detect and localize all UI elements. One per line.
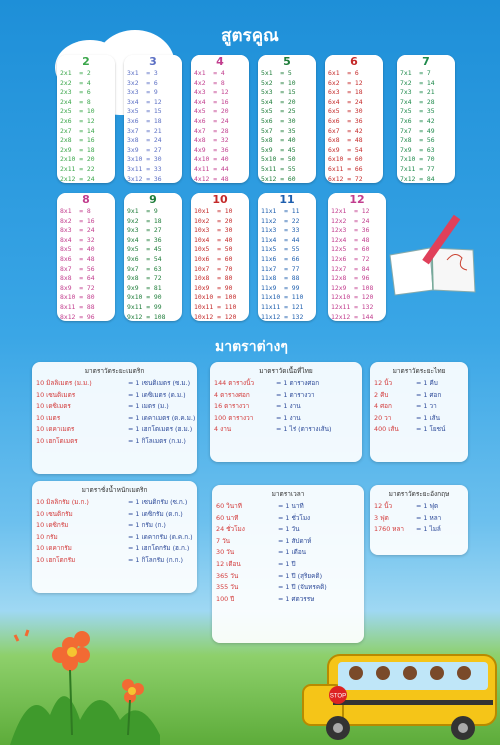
measure-right: = 1 ตารางวา bbox=[276, 390, 315, 399]
page-title: สูตรคูณ bbox=[221, 26, 279, 46]
measure-row bbox=[212, 571, 364, 583]
table-row: 9x2 = 18 bbox=[127, 216, 162, 225]
measure-right: = 1 ปี bbox=[278, 559, 296, 568]
measure-left: 365 วัน bbox=[216, 571, 239, 580]
table-row: 6x12 = 72 bbox=[328, 174, 363, 183]
table-row: 9x4 = 36 bbox=[127, 235, 162, 244]
measure-right: = 1 ชั่วโมง bbox=[278, 513, 311, 522]
measure-right: = 1 หลา bbox=[416, 513, 442, 522]
measure-right: = 1 ตารางศอก bbox=[276, 379, 320, 387]
table-row: 7x10 = 70 bbox=[400, 155, 435, 164]
table-row: 7x6 = 42 bbox=[400, 116, 435, 125]
table-row: 9x1 = 9 bbox=[127, 207, 158, 215]
table-row: 8x6 = 48 bbox=[60, 254, 95, 263]
table-row: 12x12 = 144 bbox=[331, 312, 374, 321]
measure-left: 10 เซนติกรัม bbox=[36, 509, 73, 518]
table-row: 11x9 = 99 bbox=[261, 283, 300, 292]
table-row: 12x3 = 36 bbox=[331, 226, 370, 235]
table-row: 10x12 = 120 bbox=[194, 312, 237, 321]
measure-right: = 1 วัน bbox=[278, 525, 300, 534]
measure-left: 30 วัน bbox=[216, 548, 235, 557]
table-row: 3x4 = 12 bbox=[127, 97, 162, 106]
table-row: 4x5 = 20 bbox=[194, 107, 229, 116]
table-row: 3x2 = 6 bbox=[127, 78, 158, 87]
table-row: 12x5 = 60 bbox=[331, 245, 370, 254]
table-card-4 bbox=[191, 55, 249, 183]
table-row: 5x3 = 15 bbox=[261, 88, 296, 97]
table-row: 2x12 = 24 bbox=[60, 174, 95, 183]
measure-right: = 1 เซนติเมตร (ซ.ม.) bbox=[128, 379, 191, 387]
measure-right: = 1 เฮกโตกรัม (ฮ.ก.) bbox=[128, 544, 190, 553]
table-row: 12x2 = 24 bbox=[331, 216, 370, 225]
table-row: 8x12 = 96 bbox=[60, 312, 95, 321]
table-row: 8x1 = 8 bbox=[60, 207, 91, 215]
table-row: 2x5 = 10 bbox=[60, 107, 95, 116]
table-row: 9x3 = 27 bbox=[127, 226, 162, 235]
measure-right: = 1 งาน bbox=[276, 413, 301, 422]
table-row: 5x6 = 30 bbox=[261, 116, 296, 125]
table-row: 3x7 = 21 bbox=[127, 126, 162, 135]
table-row: 7x4 = 28 bbox=[400, 97, 435, 106]
measure-left: 7 วัน bbox=[216, 536, 231, 545]
table-row: 10x5 = 50 bbox=[194, 245, 233, 254]
table-row: 8x2 = 16 bbox=[60, 216, 95, 225]
measure-right: = 1 ฟุต bbox=[416, 502, 439, 510]
measure-right: = 1 เดือน bbox=[278, 548, 307, 557]
table-number: 9 bbox=[124, 193, 182, 207]
table-row: 6x9 = 54 bbox=[328, 145, 363, 154]
table-row: 6x8 = 48 bbox=[328, 136, 363, 145]
table-row: 10x6 = 60 bbox=[194, 254, 233, 263]
measure-right: = 1 ปี (สุริยคติ) bbox=[278, 571, 323, 580]
table-number: 10 bbox=[191, 193, 249, 207]
measure-title: มาตราวัดระยะอังกฤษ bbox=[388, 490, 450, 498]
measure-row bbox=[212, 547, 364, 559]
section-title: มาตราต่างๆ bbox=[215, 339, 288, 355]
measure-left: 12 เดือน bbox=[216, 559, 241, 568]
table-row: 11x5 = 55 bbox=[261, 245, 300, 254]
table-row: 12x8 = 96 bbox=[331, 274, 370, 283]
table-row: 3x5 = 15 bbox=[127, 107, 162, 116]
measure-right: = 1 งาน bbox=[276, 402, 301, 411]
table-row: 6x11 = 66 bbox=[328, 164, 363, 173]
measure-right: = 1 สัปดาห์ bbox=[278, 536, 312, 545]
measure-left: 144 ตารางนิ้ว bbox=[214, 379, 255, 387]
measure-left: 400 เส้น bbox=[374, 425, 399, 434]
measure-left: 60 นาที bbox=[216, 513, 239, 522]
table-card-7 bbox=[397, 55, 455, 183]
table-row: 6x10 = 60 bbox=[328, 155, 363, 164]
table-row: 9x6 = 54 bbox=[127, 254, 162, 263]
table-number: 8 bbox=[57, 193, 115, 207]
table-row: 5x12 = 60 bbox=[261, 174, 296, 183]
table-row: 10x8 = 80 bbox=[194, 274, 233, 283]
measure-left: 10 เดคากรัม bbox=[36, 544, 72, 553]
table-row: 5x9 = 45 bbox=[261, 145, 296, 154]
measure-row bbox=[32, 436, 197, 448]
table-row: 2x1 = 2 bbox=[60, 69, 91, 77]
measure-row bbox=[370, 401, 468, 413]
measure-box bbox=[32, 362, 197, 474]
table-row: 9x8 = 72 bbox=[127, 274, 162, 283]
measure-title: มาตราวัดระยะเมตริก bbox=[84, 367, 145, 375]
measure-left: 10 เดซิกรัม bbox=[36, 521, 69, 530]
measure-left: 1760 หลา bbox=[374, 525, 405, 534]
measure-left: 12 นิ้ว bbox=[374, 379, 393, 387]
table-row: 7x3 = 21 bbox=[400, 88, 435, 97]
table-row: 12x7 = 84 bbox=[331, 264, 370, 273]
measure-box bbox=[210, 362, 362, 462]
measure-left: 60 วินาที bbox=[216, 502, 242, 510]
table-row: 4x11 = 44 bbox=[194, 164, 229, 173]
measure-left: 20 วา bbox=[374, 413, 392, 422]
table-card-9 bbox=[124, 193, 182, 321]
measure-row bbox=[32, 555, 197, 567]
measure-title: มาตราชั่งน้ำหนักเมตริก bbox=[81, 486, 148, 494]
table-row: 6x7 = 42 bbox=[328, 126, 363, 135]
table-row: 2x7 = 14 bbox=[60, 126, 95, 135]
measure-left: 4 ศอก bbox=[374, 402, 392, 411]
table-row: 3x8 = 24 bbox=[127, 136, 162, 145]
measure-right: = 1 กิโลกรัม (ก.ก.) bbox=[128, 555, 184, 564]
table-row: 10x4 = 40 bbox=[194, 235, 233, 244]
measure-row bbox=[32, 401, 197, 413]
table-row: 4x9 = 36 bbox=[194, 145, 229, 154]
table-row: 4x1 = 4 bbox=[194, 69, 225, 77]
table-row: 8x9 = 72 bbox=[60, 283, 95, 292]
table-row: 6x5 = 30 bbox=[328, 107, 363, 116]
measure-right: = 1 เดคากรัม (ด.ค.ก.) bbox=[128, 532, 193, 541]
table-row: 8x11 = 88 bbox=[60, 302, 95, 311]
measure-row bbox=[212, 524, 364, 536]
measure-left: 2 คืบ bbox=[374, 390, 389, 399]
table-number: 11 bbox=[258, 193, 316, 207]
measure-right: = 1 เฮกโตเมตร (ฮ.ม.) bbox=[128, 425, 193, 434]
measure-right: = 1 เมตร (ม.) bbox=[128, 402, 169, 411]
measure-row bbox=[210, 424, 362, 436]
table-row: 7x7 = 49 bbox=[400, 126, 435, 135]
table-row: 3x6 = 18 bbox=[127, 116, 162, 125]
table-row: 8x7 = 56 bbox=[60, 264, 95, 273]
measure-right: = 1 ไมล์ bbox=[416, 525, 441, 534]
table-row: 10x10 = 100 bbox=[194, 293, 237, 302]
table-row: 10x9 = 90 bbox=[194, 283, 233, 292]
book-pencil-illustration bbox=[385, 210, 485, 300]
measure-row bbox=[32, 497, 197, 509]
measure-left: 355 วัน bbox=[216, 583, 239, 592]
table-row: 4x2 = 8 bbox=[194, 78, 225, 87]
table-row: 4x3 = 12 bbox=[194, 88, 229, 97]
table-row: 2x10 = 20 bbox=[60, 155, 95, 164]
table-row: 12x1 = 12 bbox=[331, 207, 370, 215]
measure-right: = 1 นาที bbox=[278, 502, 304, 510]
measure-right: = 1 เดซิเมตร (ด.ม.) bbox=[128, 390, 186, 399]
measure-title: มาตราเวลา bbox=[271, 490, 305, 498]
measure-row bbox=[32, 532, 197, 544]
measure-right: = 1 เดคาเมตร (ด.ค.ม.) bbox=[128, 413, 196, 422]
flower-illustration bbox=[10, 625, 180, 745]
table-row: 9x9 = 81 bbox=[127, 283, 162, 292]
table-row: 11x7 = 77 bbox=[261, 264, 300, 273]
table-number: 12 bbox=[328, 193, 386, 207]
measure-left: 12 นิ้ว bbox=[374, 502, 393, 510]
table-row: 11x3 = 33 bbox=[261, 226, 300, 235]
table-row: 7x5 = 35 bbox=[400, 107, 435, 116]
table-row: 10x7 = 70 bbox=[194, 264, 233, 273]
table-number: 7 bbox=[397, 55, 455, 69]
table-row: 8x3 = 24 bbox=[60, 226, 95, 235]
measure-row bbox=[210, 401, 362, 413]
table-row: 8x4 = 32 bbox=[60, 235, 95, 244]
table-card-10 bbox=[191, 193, 249, 321]
table-row: 7x9 = 63 bbox=[400, 145, 435, 154]
measure-left: 10 มิลลิกรัม (ม.ก.) bbox=[36, 498, 89, 506]
table-row: 3x1 = 3 bbox=[127, 69, 158, 77]
table-row: 11x2 = 22 bbox=[261, 216, 300, 225]
measure-row bbox=[32, 413, 197, 425]
measure-right: = 1 ปี (จันทรคติ) bbox=[278, 583, 327, 592]
table-row: 8x5 = 40 bbox=[60, 245, 95, 254]
measure-left: 10 เดซิเมตร bbox=[36, 402, 71, 411]
table-number: 4 bbox=[191, 55, 249, 69]
table-row: 10x2 = 20 bbox=[194, 216, 233, 225]
measure-row bbox=[210, 413, 362, 425]
measure-title: มาตราวัดระยะไทย bbox=[392, 367, 446, 375]
table-row: 2x3 = 6 bbox=[60, 88, 91, 97]
table-number: 3 bbox=[124, 55, 182, 69]
table-row: 6x2 = 12 bbox=[328, 78, 363, 87]
table-row: 4x10 = 40 bbox=[194, 155, 229, 164]
table-row: 2x2 = 4 bbox=[60, 78, 91, 87]
measure-row bbox=[370, 501, 468, 513]
table-row: 7x12 = 84 bbox=[400, 174, 435, 183]
table-row: 11x12 = 132 bbox=[261, 312, 304, 321]
measure-row bbox=[370, 513, 468, 525]
table-row: 10x3 = 30 bbox=[194, 226, 233, 235]
table-row: 6x1 = 6 bbox=[328, 69, 359, 77]
measure-row bbox=[32, 390, 197, 402]
measure-right: = 1 ศตวรรษ bbox=[278, 594, 315, 603]
measure-left: 10 เฮกโตเมตร bbox=[36, 436, 78, 445]
measure-right: = 1 เซนติกรัม (ซ.ก.) bbox=[128, 498, 188, 506]
table-row: 11x8 = 88 bbox=[261, 274, 300, 283]
table-row: 12x10 = 120 bbox=[331, 293, 374, 302]
table-row: 8x10 = 80 bbox=[60, 293, 95, 302]
table-card-3 bbox=[124, 55, 182, 183]
table-row: 3x3 = 9 bbox=[127, 88, 158, 97]
measure-right: = 1 ศอก bbox=[416, 390, 442, 399]
measure-left: 4 งาน bbox=[214, 425, 232, 434]
table-row: 3x10 = 30 bbox=[127, 155, 162, 164]
table-row: 3x9 = 27 bbox=[127, 145, 162, 154]
table-row: 2x4 = 8 bbox=[60, 97, 91, 106]
table-row: 11x11 = 121 bbox=[261, 302, 304, 311]
table-card-8 bbox=[57, 193, 115, 321]
measure-row bbox=[210, 378, 362, 390]
table-row: 11x4 = 44 bbox=[261, 235, 300, 244]
table-row: 2x11 = 22 bbox=[60, 164, 95, 173]
table-row: 2x9 = 18 bbox=[60, 145, 95, 154]
measure-right: = 1 คืบ bbox=[416, 379, 438, 387]
table-row: 7x2 = 14 bbox=[400, 78, 435, 87]
table-row: 2x8 = 16 bbox=[60, 136, 95, 145]
measure-box bbox=[370, 362, 468, 462]
measure-row bbox=[212, 513, 364, 525]
table-row: 12x6 = 72 bbox=[331, 254, 370, 263]
measure-row bbox=[370, 424, 468, 436]
measure-left: 100 ปี bbox=[216, 594, 235, 603]
measure-left: 10 เฮกโตกรัม bbox=[36, 555, 76, 564]
table-row: 4x12 = 48 bbox=[194, 174, 229, 183]
table-row: 11x6 = 66 bbox=[261, 254, 300, 263]
table-row: 5x7 = 35 bbox=[261, 126, 296, 135]
measure-row bbox=[370, 390, 468, 402]
table-card-12 bbox=[328, 193, 386, 321]
table-row: 4x4 = 16 bbox=[194, 97, 229, 106]
table-card-6 bbox=[325, 55, 383, 183]
table-row: 5x1 = 5 bbox=[261, 69, 292, 77]
measure-box bbox=[32, 481, 197, 593]
table-number: 2 bbox=[57, 55, 115, 69]
measure-row bbox=[32, 509, 197, 521]
measure-right: = 1 วา bbox=[416, 402, 437, 411]
table-row: 11x1 = 11 bbox=[261, 207, 300, 215]
table-row: 6x6 = 36 bbox=[328, 116, 363, 125]
measure-left: 10 เซนติเมตร bbox=[36, 390, 76, 399]
measure-left: 3 ฟุต bbox=[374, 513, 389, 522]
measure-row bbox=[370, 378, 468, 390]
measure-right: = 1 โยชน์ bbox=[416, 425, 446, 434]
measure-left: 16 ตารางวา bbox=[214, 402, 250, 411]
measure-right: = 1 เดซิกรัม (ด.ก.) bbox=[128, 509, 183, 518]
table-row: 7x8 = 56 bbox=[400, 136, 435, 145]
table-row: 12x4 = 48 bbox=[331, 235, 370, 244]
measure-left: 24 ชั่วโมง bbox=[216, 525, 245, 534]
table-number: 6 bbox=[325, 55, 383, 69]
measure-row bbox=[370, 524, 468, 536]
measure-row bbox=[32, 378, 197, 390]
measure-row bbox=[212, 582, 364, 594]
measure-box bbox=[370, 485, 468, 555]
table-card-2 bbox=[57, 55, 115, 183]
table-row: 10x1 = 10 bbox=[194, 207, 233, 215]
measure-row bbox=[370, 413, 468, 425]
table-row: 11x10 = 110 bbox=[261, 293, 304, 302]
table-row: 10x11 = 110 bbox=[194, 302, 237, 311]
measure-left: 10 กรัม bbox=[36, 532, 58, 541]
measure-left: 10 เมตร bbox=[36, 413, 61, 422]
table-card-5 bbox=[258, 55, 316, 183]
school-bus-illustration bbox=[298, 640, 498, 745]
table-row: 5x2 = 10 bbox=[261, 78, 296, 87]
table-row: 5x8 = 40 bbox=[261, 136, 296, 145]
table-row: 6x4 = 24 bbox=[328, 97, 363, 106]
measure-box bbox=[212, 485, 364, 643]
table-row: 3x12 = 36 bbox=[127, 174, 162, 183]
table-row: 9x11 = 99 bbox=[127, 302, 162, 311]
measure-row bbox=[212, 536, 364, 548]
table-row: 4x7 = 28 bbox=[194, 126, 229, 135]
table-row: 5x10 = 50 bbox=[261, 155, 296, 164]
measure-left: 100 ตารางวา bbox=[214, 413, 254, 422]
measure-row bbox=[32, 543, 197, 555]
measure-row bbox=[212, 559, 364, 571]
measure-row bbox=[210, 390, 362, 402]
table-row: 9x7 = 63 bbox=[127, 264, 162, 273]
table-row: 5x11 = 55 bbox=[261, 164, 296, 173]
table-number: 5 bbox=[258, 55, 316, 69]
measure-row bbox=[32, 424, 197, 436]
measure-right: = 1 ไร่ (ตารางเส้น) bbox=[276, 425, 332, 434]
measure-title: มาตราวัดเนื้อที่ไทย bbox=[259, 367, 313, 375]
measure-row bbox=[212, 501, 364, 513]
table-row: 4x8 = 32 bbox=[194, 136, 229, 145]
measure-left: 4 ตารางศอก bbox=[214, 390, 250, 399]
table-row: 2x6 = 12 bbox=[60, 116, 95, 125]
table-row: 9x12 = 108 bbox=[127, 312, 166, 321]
measure-right: = 1 กิโลเมตร (ก.ม.) bbox=[128, 436, 186, 445]
measure-right: = 1 เส้น bbox=[416, 413, 440, 422]
measure-right: = 1 กรัม (ก.) bbox=[128, 521, 166, 530]
measure-left: 10 มิลลิเมตร (ม.ม.) bbox=[36, 379, 92, 387]
table-row: 3x11 = 33 bbox=[127, 164, 162, 173]
table-row: 4x6 = 24 bbox=[194, 116, 229, 125]
table-row: 9x5 = 45 bbox=[127, 245, 162, 254]
table-row: 12x9 = 108 bbox=[331, 283, 374, 292]
measure-row bbox=[32, 520, 197, 532]
measure-left: 10 เดคาเมตร bbox=[36, 425, 75, 434]
table-row: 5x4 = 20 bbox=[261, 97, 296, 106]
table-row: 12x11 = 132 bbox=[331, 302, 374, 311]
table-card-11 bbox=[258, 193, 316, 321]
table-row: 8x8 = 64 bbox=[60, 274, 95, 283]
table-row: 5x5 = 25 bbox=[261, 107, 296, 116]
table-row: 7x11 = 77 bbox=[400, 164, 435, 173]
table-row: 7x1 = 7 bbox=[400, 69, 431, 77]
stop-sign: STOP bbox=[329, 693, 347, 700]
measure-row bbox=[212, 594, 364, 606]
table-row: 6x3 = 18 bbox=[328, 88, 363, 97]
table-row: 9x10 = 90 bbox=[127, 293, 162, 302]
